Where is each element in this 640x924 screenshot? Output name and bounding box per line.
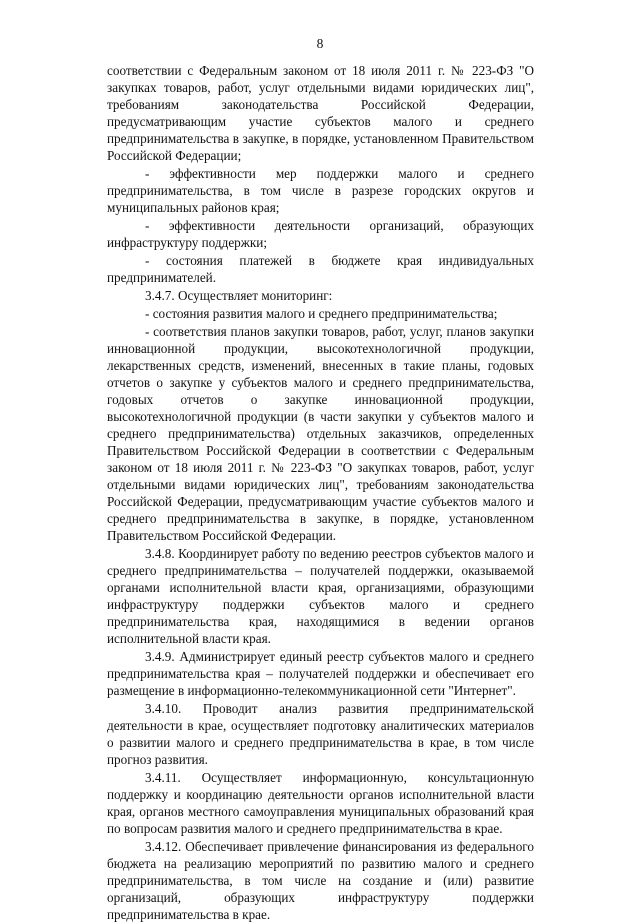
paragraph: 3.4.9. Администрирует единый реестр субъектов малого и среднего предпринимательства края – получателей поддержки и обеспечивает его размещение в информационно-телекоммуникационной сети "Интернет".: [107, 649, 534, 698]
paragraph: - состояния развития малого и среднего предпринимательства;: [145, 306, 498, 321]
paragraph: 3.4.8. Координирует работу по ведению реестров субъектов малого и среднего предпринимательства – получателей поддержки, оказываемой органами исполнительной власти края, организациями, образующими инфраструктуру поддержки субъектов малого и среднего предпринимательства края, находящимися в ведении органов исполнительной власти края.: [107, 546, 534, 646]
paragraph: - эффективности деятельности организаций, образующих инфраструктуру поддержки;: [107, 218, 534, 250]
paragraph: 3.4.10. Проводит анализ развития предпринимательской деятельности в крае, осуществляет подготовку аналитических материалов о развитии малого и среднего предпринимательства в крае, в том числе прогноз развития.: [107, 701, 534, 767]
paragraph: - соответствия планов закупки товаров, работ, услуг, планов закупки инновационной продукции, высокотехнологичной продукции, лекарственных средств, изменений, внесенных в такие планы, годовых отчетов о закупке у субъектов малого и среднего предпринимательства, годовых отчетов о закупке инновационной продукции, высокотехнологичной продукции (в части закупки у субъектов малого и среднего предпринимательства) отдельных заказчиков, определенных Правительством Российской Федерации в соответствии с Федеральным законом от 18 июля 2011 г. № 223-ФЗ "О закупках товаров, работ, услуг отдельными видами юридических лиц", требованиям законодательства Российской Федерации, предусматривающим участие субъектов малого и среднего предпринимательства в закупке, в порядке, установленном Правительством Российской Федерации.: [107, 324, 534, 543]
paragraph: 3.4.12. Обеспечивает привлечение финансирования из федерального бюджета на реализацию мероприятий по развитию малого и среднего предпринимательства, в том числе на создание и (или) развитие организаций, образующих инфраструктуру поддержки предпринимательства в крае.: [107, 839, 534, 922]
paragraph: - состояния платежей в бюджете края индивидуальных предпринимателей.: [107, 253, 534, 285]
page-number: 8: [316, 36, 324, 51]
paragraph: 3.4.11. Осуществляет информационную, консультационную поддержку и координацию деятельности органов исполнительной власти края, органов местного самоуправления муниципальных образований края по вопросам развития малого и среднего предпринимательства в крае.: [107, 770, 534, 836]
paragraph: соответствии с Федеральным законом от 18 июля 2011 г. № 223-ФЗ "О закупках товаров, работ, услуг отдельными видами юридических лиц", требованиям законодательства Российской Федерации, предусматривающим участие субъектов малого и среднего предпринимательства в закупке, в порядке, установленном Правительством Российской Федерации;: [107, 63, 534, 163]
document-body: [107, 62, 534, 924]
paragraph: - эффективности мер поддержки малого и среднего предпринимательства, в том числе в разрезе городских округов и муниципальных районов края;: [107, 166, 534, 215]
paragraph: 3.4.7. Осуществляет мониторинг:: [145, 288, 333, 303]
